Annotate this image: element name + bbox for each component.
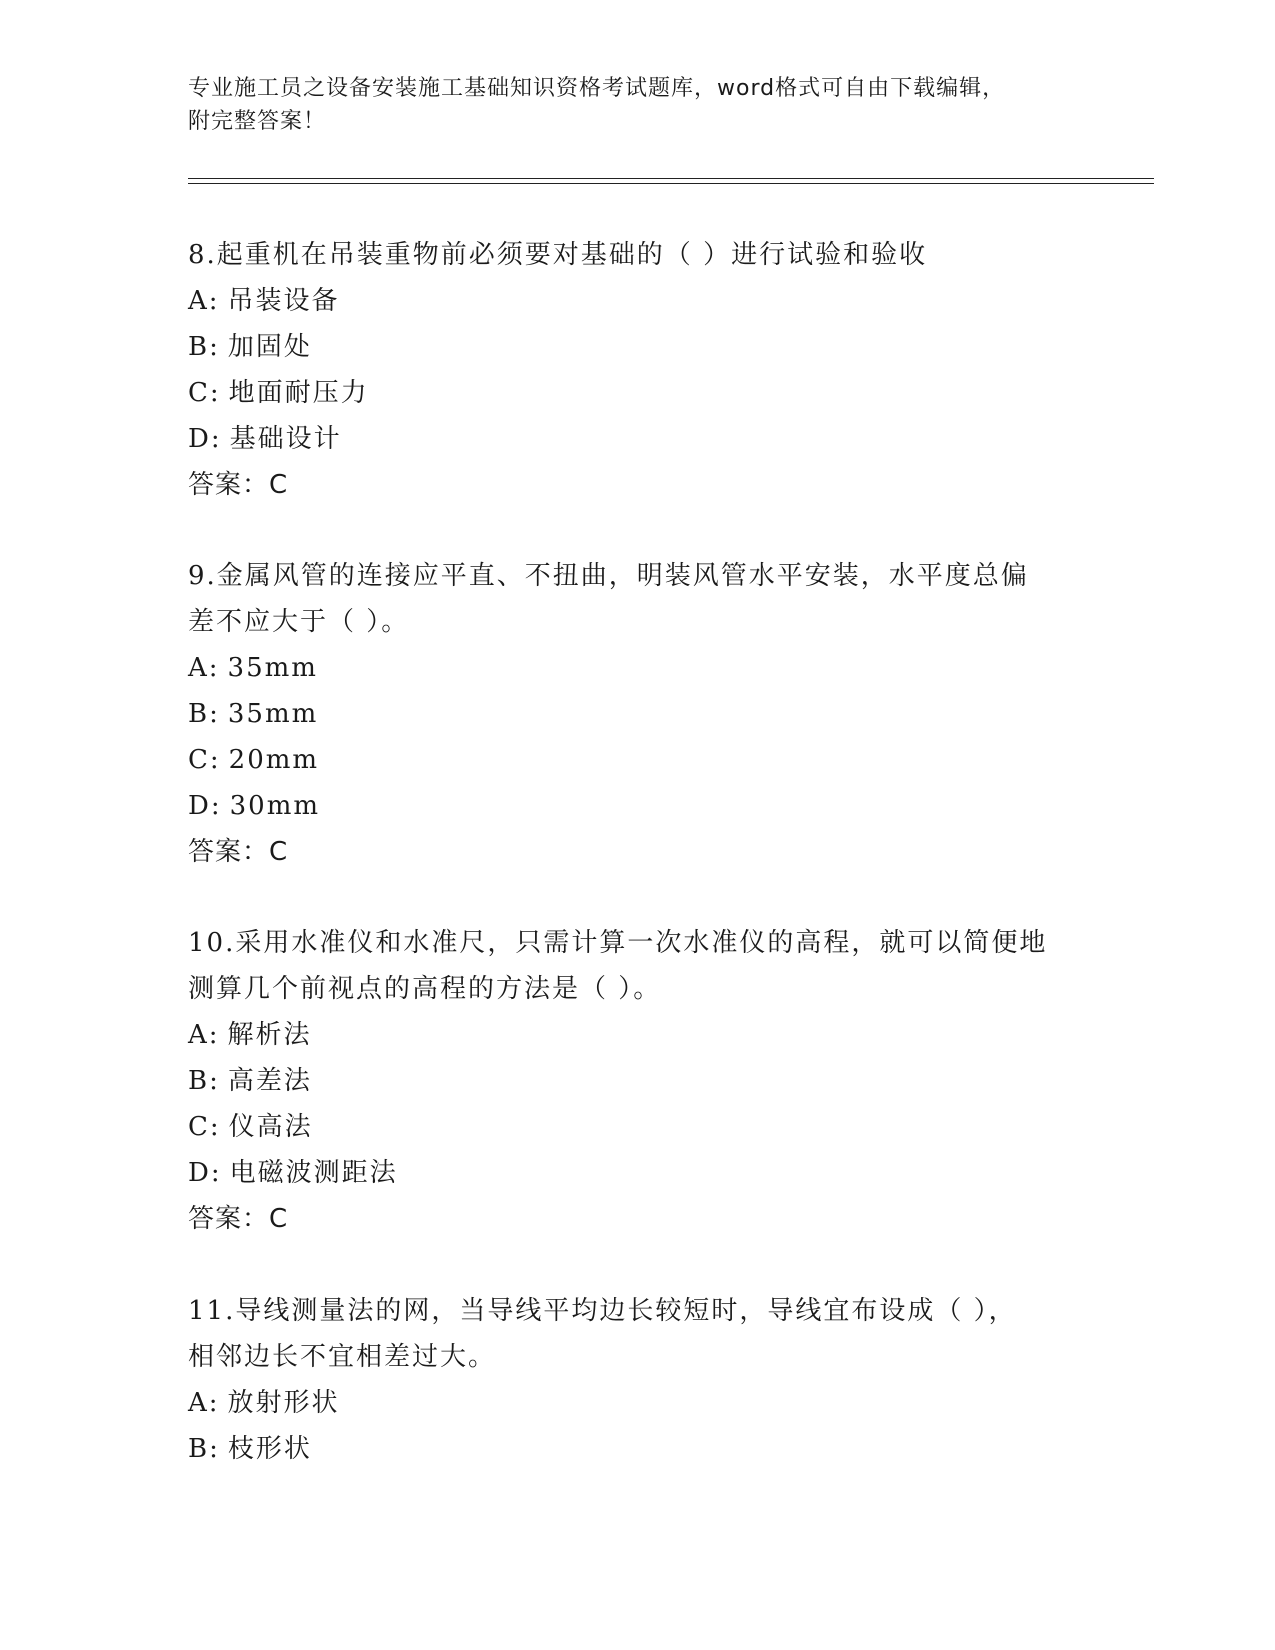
option-text: 高差法	[227, 1066, 312, 1096]
option-a	[188, 278, 1088, 324]
answer: 答案：C	[188, 837, 289, 867]
option-a	[188, 1380, 1088, 1426]
option-text: 仪高法	[228, 1112, 313, 1142]
option-d	[188, 1150, 1088, 1196]
option-text: 放射形状	[227, 1388, 340, 1418]
question-stem-line-1: 11.导线测量法的网，当导线平均边长较短时，导线宜布设成（ ），	[188, 1296, 1017, 1326]
header-line-1: 专业施工员之设备安装施工基础知识资格考试题库，word格式可自由下载编辑，	[188, 76, 1006, 101]
option-c	[188, 737, 1088, 783]
question-10	[188, 920, 1088, 1242]
answer: 答案：C	[188, 1204, 289, 1234]
option-letter: C:	[188, 378, 221, 408]
option-letter: D:	[188, 791, 222, 821]
question-11	[188, 1288, 1088, 1472]
header-line-2: 附完整答案！	[188, 109, 327, 134]
option-text: 地面耐压力	[228, 378, 369, 408]
question-stem-line-2: 测算几个前视点的高程的方法是（ ）。	[188, 974, 662, 1004]
option-letter: C:	[188, 745, 221, 775]
option-b	[188, 1426, 1088, 1472]
header-divider-bottom	[188, 183, 1154, 184]
option-c	[188, 1104, 1088, 1150]
option-letter: D:	[188, 424, 222, 454]
option-text: 吊装设备	[227, 286, 340, 316]
option-a	[188, 1012, 1088, 1058]
option-c	[188, 370, 1088, 416]
option-b	[188, 1058, 1088, 1104]
document-header	[188, 72, 1088, 138]
question-8	[188, 232, 1088, 508]
option-b	[188, 691, 1088, 737]
question-stem-line-2: 相邻边长不宜相差过大。	[188, 1342, 497, 1372]
option-text: 电磁波测距法	[229, 1158, 398, 1188]
question-stem-line-2: 差不应大于（ ）。	[188, 607, 410, 637]
option-text: 20mm	[228, 745, 320, 775]
option-letter: B:	[188, 1066, 220, 1096]
option-d	[188, 416, 1088, 462]
option-letter: A:	[188, 1020, 220, 1050]
option-d	[188, 783, 1088, 829]
option-text: 加固处	[227, 332, 312, 362]
option-letter: C:	[188, 1112, 221, 1142]
header-divider-top	[188, 178, 1154, 179]
option-text: 35mm	[227, 699, 319, 729]
option-text: 基础设计	[229, 424, 342, 454]
option-letter: B:	[188, 332, 220, 362]
option-text: 枝形状	[227, 1434, 312, 1464]
option-text: 解析法	[227, 1020, 312, 1050]
option-letter: B:	[188, 1434, 220, 1464]
question-stem-line-1: 9.金属风管的连接应平直、不扭曲，明装风管水平安装，水平度总偏	[188, 561, 1029, 591]
option-a	[188, 645, 1088, 691]
answer: 答案：C	[188, 470, 289, 500]
option-b	[188, 324, 1088, 370]
question-9	[188, 553, 1088, 875]
option-letter: A:	[188, 653, 220, 683]
option-letter: D:	[188, 1158, 222, 1188]
question-stem: 8.起重机在吊装重物前必须要对基础的（ ）进行试验和验收	[188, 240, 928, 270]
option-letter: A:	[188, 1388, 220, 1418]
option-text: 35mm	[227, 653, 318, 683]
option-letter: A:	[188, 286, 220, 316]
option-text: 30mm	[229, 791, 321, 821]
option-letter: B:	[188, 699, 220, 729]
question-stem-line-1: 10.采用水准仪和水准尺，只需计算一次水准仪的高程，就可以简便地	[188, 928, 1048, 958]
